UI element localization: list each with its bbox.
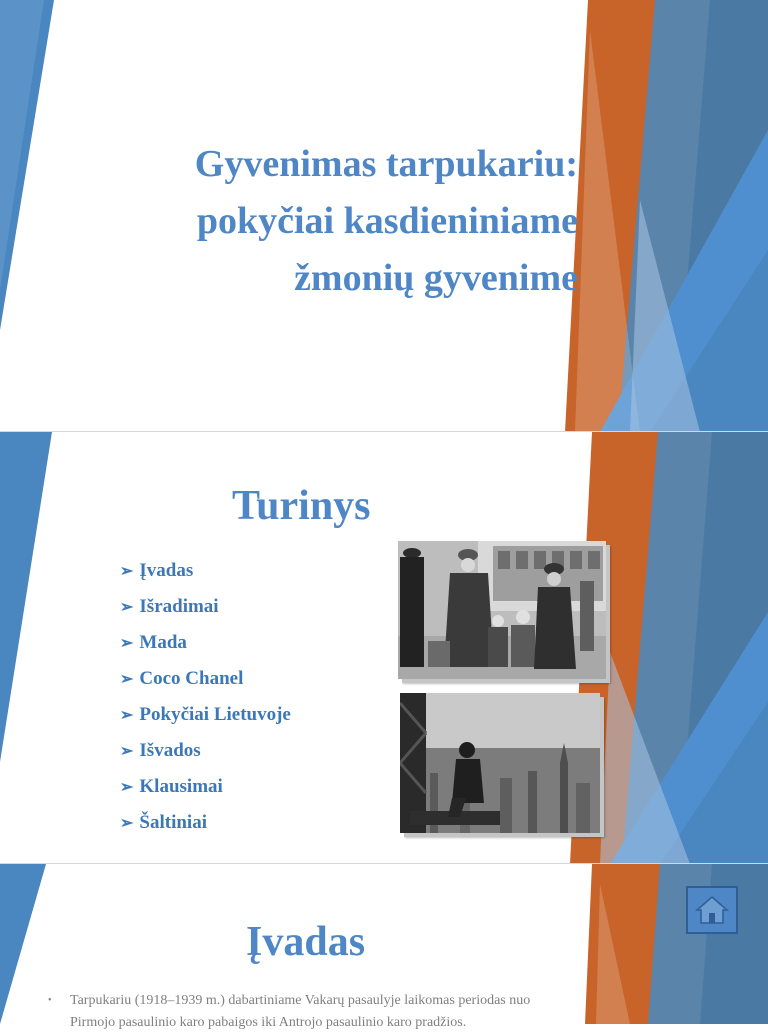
toc-label: Klausimai <box>139 776 223 797</box>
street-scene-photo <box>398 541 606 679</box>
skyscraper-worker-photo <box>400 693 600 833</box>
contents-list <box>120 560 291 848</box>
slide-decoration <box>0 432 768 864</box>
toc-item-isvados[interactable] <box>120 740 291 776</box>
toc-item-pokyciai-lietuvoje[interactable] <box>120 704 291 740</box>
title-line-3: žmonių gyvenime <box>294 257 578 299</box>
arrow-bullet-icon: ➢ <box>120 599 134 616</box>
toc-label: Coco Chanel <box>139 668 244 689</box>
arrow-bullet-icon: ➢ <box>120 779 134 796</box>
toc-label: Mada <box>139 632 187 653</box>
toc-item-coco-chanel[interactable] <box>120 668 291 704</box>
arrow-bullet-icon: ➢ <box>120 707 134 724</box>
contents-slide <box>0 432 768 864</box>
arrow-bullet-icon: ➢ <box>120 671 134 688</box>
toc-item-ivadas[interactable] <box>120 560 291 596</box>
intro-paragraph <box>48 990 548 1034</box>
intro-text: Tarpukariu (1918–1939 m.) dabartiniame Vakarų pasaulyje laikomas periodas nuo Pirmojo pasaulinio karo pabaigos iki Antrojo pasaulinio karo pradžios. <box>70 993 531 1030</box>
intro-title: Įvadas <box>246 919 366 965</box>
toc-label: Įvadas <box>139 560 194 581</box>
toc-item-saltiniai[interactable] <box>120 812 291 848</box>
title-line-2: pokyčiai kasdieniniame <box>196 200 578 242</box>
toc-label: Pokyčiai Lietuvoje <box>139 704 291 725</box>
title-slide <box>0 0 768 432</box>
arrow-bullet-icon: ➢ <box>120 815 134 832</box>
arrow-bullet-icon: ➢ <box>120 743 134 760</box>
bullet-marker: • <box>48 995 52 1006</box>
toc-label: Išradimai <box>139 596 219 617</box>
arrow-bullet-icon: ➢ <box>120 635 134 652</box>
toc-item-klausimai[interactable] <box>120 776 291 812</box>
toc-item-isradimai[interactable] <box>120 596 291 632</box>
home-icon <box>695 895 729 925</box>
toc-label: Išvados <box>139 740 201 761</box>
contents-title: Turinys <box>232 483 371 529</box>
arrow-bullet-icon: ➢ <box>120 563 134 580</box>
toc-label: Šaltiniai <box>139 812 207 833</box>
presentation-title <box>58 136 578 307</box>
toc-item-mada[interactable] <box>120 632 291 668</box>
home-button[interactable] <box>686 886 738 934</box>
title-line-1: Gyvenimas tarpukariu: <box>194 143 578 185</box>
